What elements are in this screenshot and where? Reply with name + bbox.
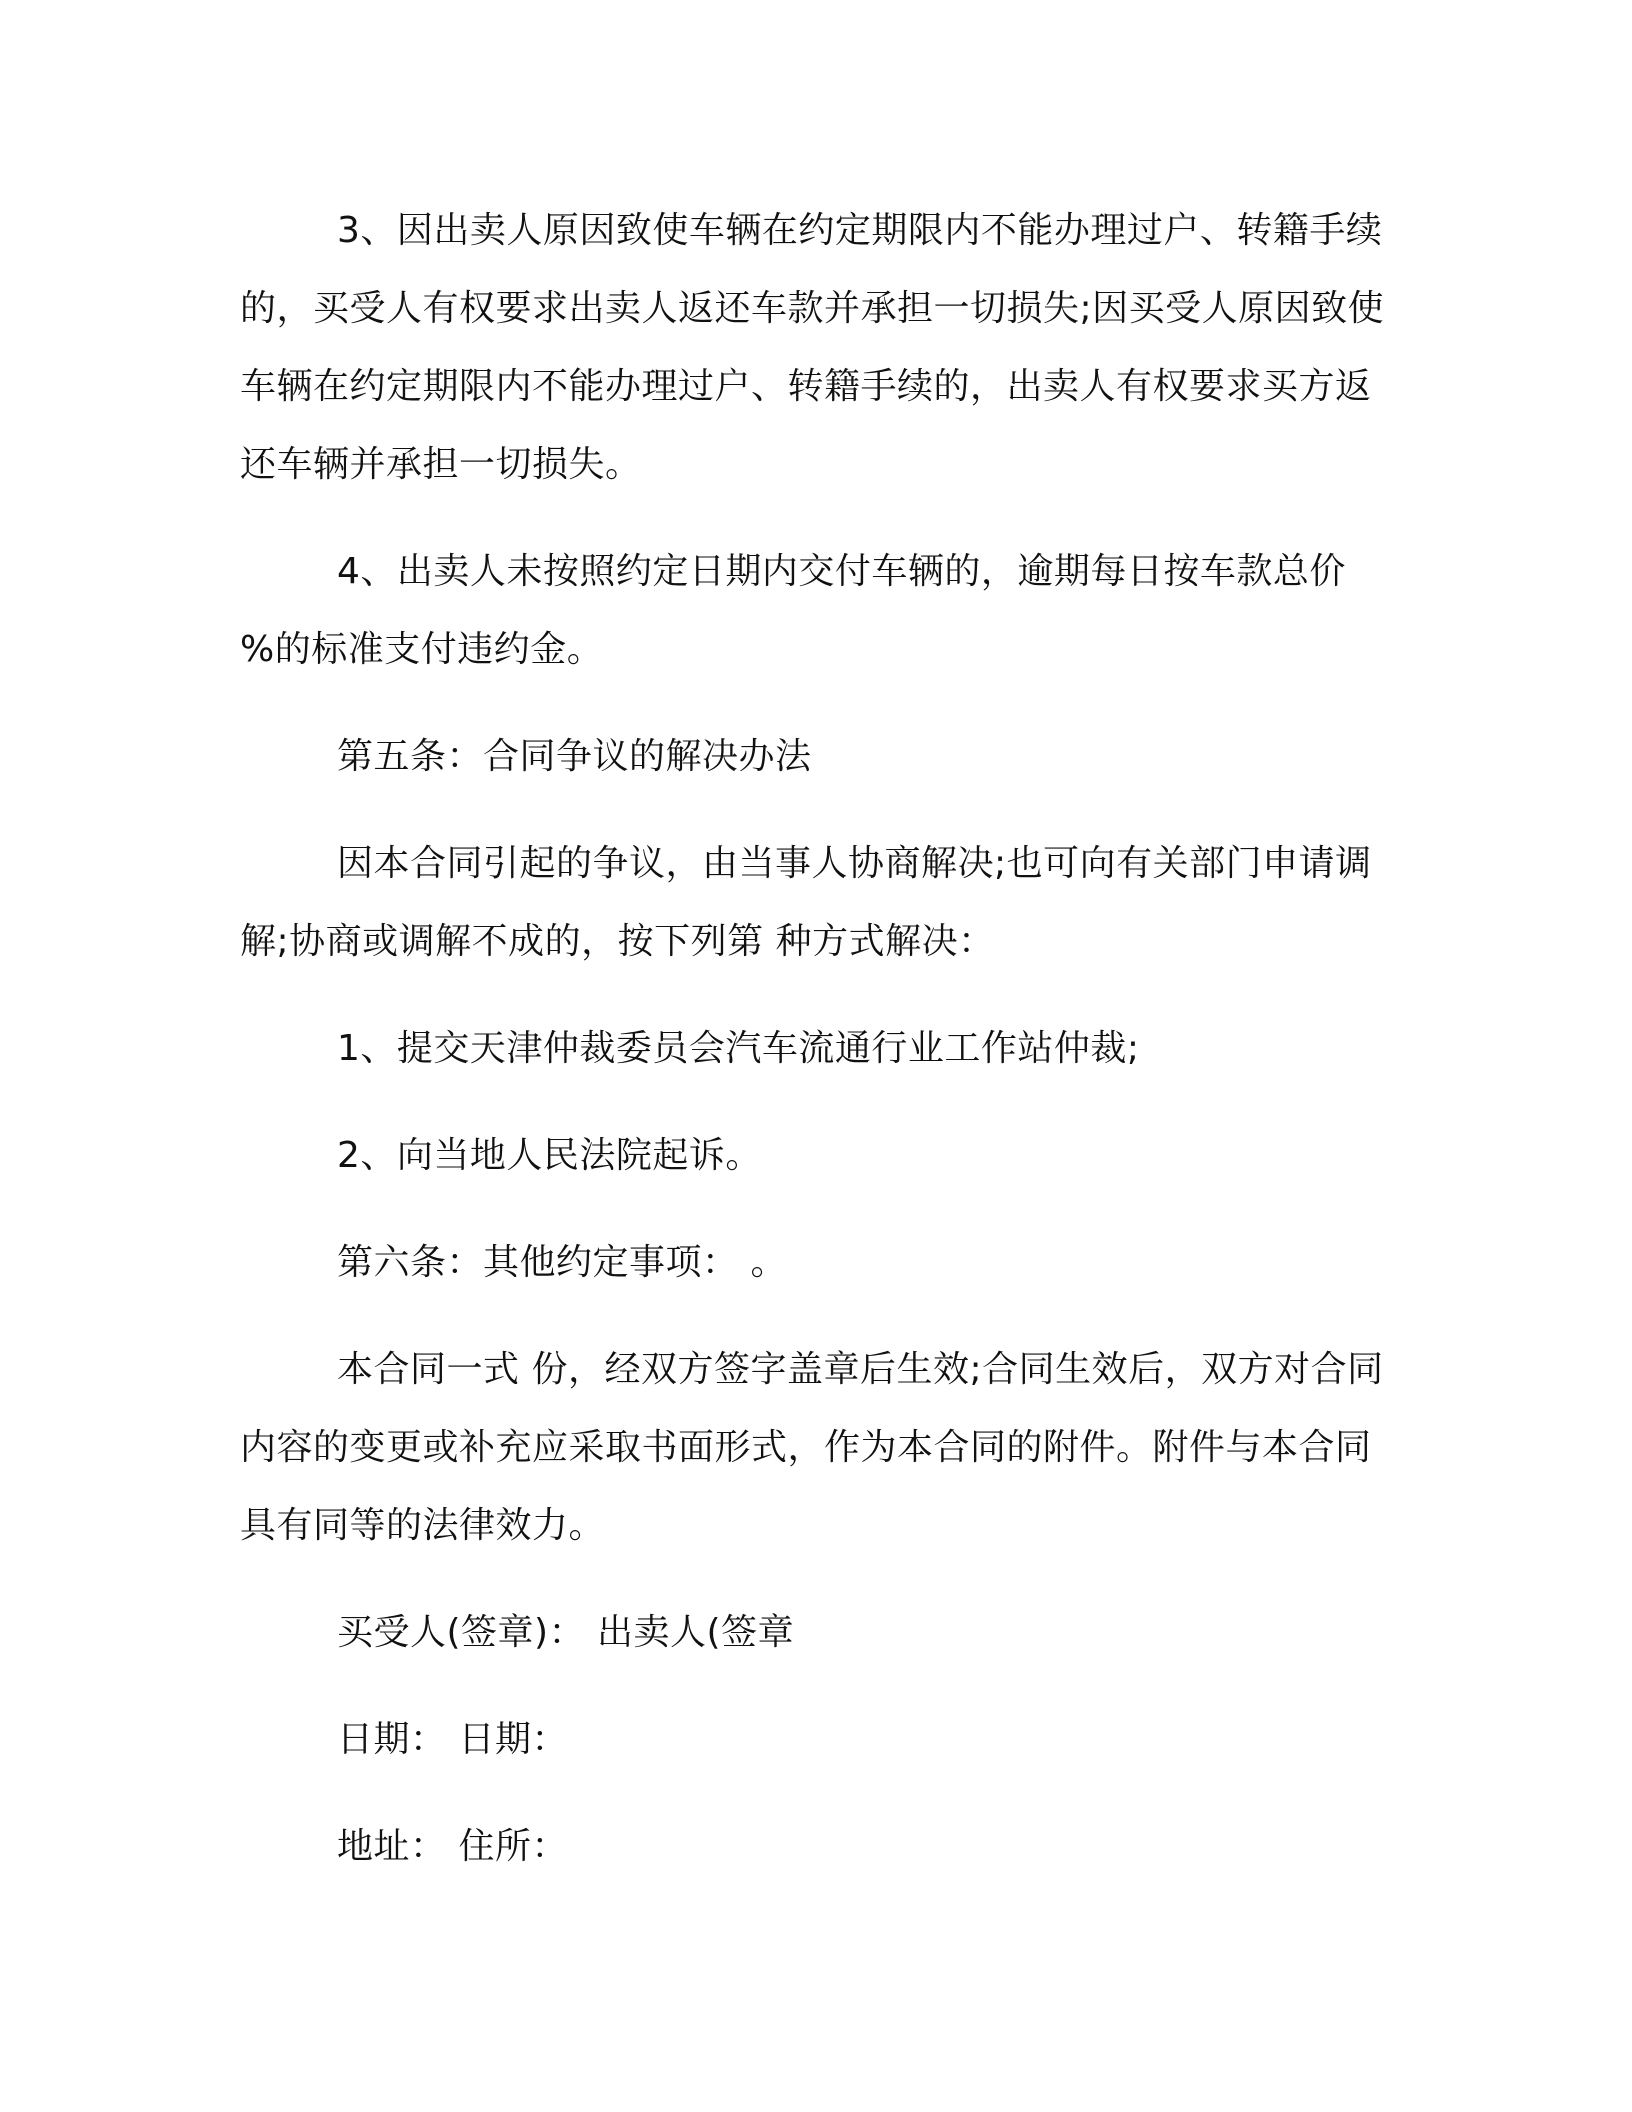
clause-3-paragraph: 3、因出卖人原因致使车辆在约定期限内不能办理过户、转籍手续的，买受人有权要求出卖人返还车款并承担一切损失;因买受人原因致使车辆在约定期限内不能办理过户、转籍手续的，出卖人有权要求买方返还车辆并承担一切损失。 [240,210,1385,485]
article-5-heading: 第五条：合同争议的解决办法 [337,736,812,777]
dispute-resolution-paragraph: 因本合同引起的争议，由当事人协商解决;也可向有关部门申请调解;协商或调解不成的，按下列第 种方式解决： [240,843,1372,962]
date-line: 日期： 日期： [337,1719,568,1760]
article-6-heading: 第六条：其他约定事项： 。 [337,1242,787,1283]
court-option: 2、向当地人民法院起诉。 [337,1135,762,1176]
contract-copies-paragraph: 本合同一式 份，经双方签字盖章后生效;合同生效后，双方对合同内容的变更或补充应采取书面形式，作为本合同的附件。附件与本合同具有同等的法律效力。 [240,1349,1384,1546]
arbitration-option: 1、提交天津仲裁委员会汽车流通行业工作站仲裁; [337,1028,1140,1069]
address-line: 地址： 住所： [337,1826,568,1867]
signature-line: 买受人(签章)： 出卖人(签章 [337,1612,795,1653]
document-body [240,192,1390,1886]
clause-4-paragraph: 4、出卖人未按照约定日期内交付车辆的，逾期每日按车款总价 %的标准支付违约金。 [240,551,1346,670]
